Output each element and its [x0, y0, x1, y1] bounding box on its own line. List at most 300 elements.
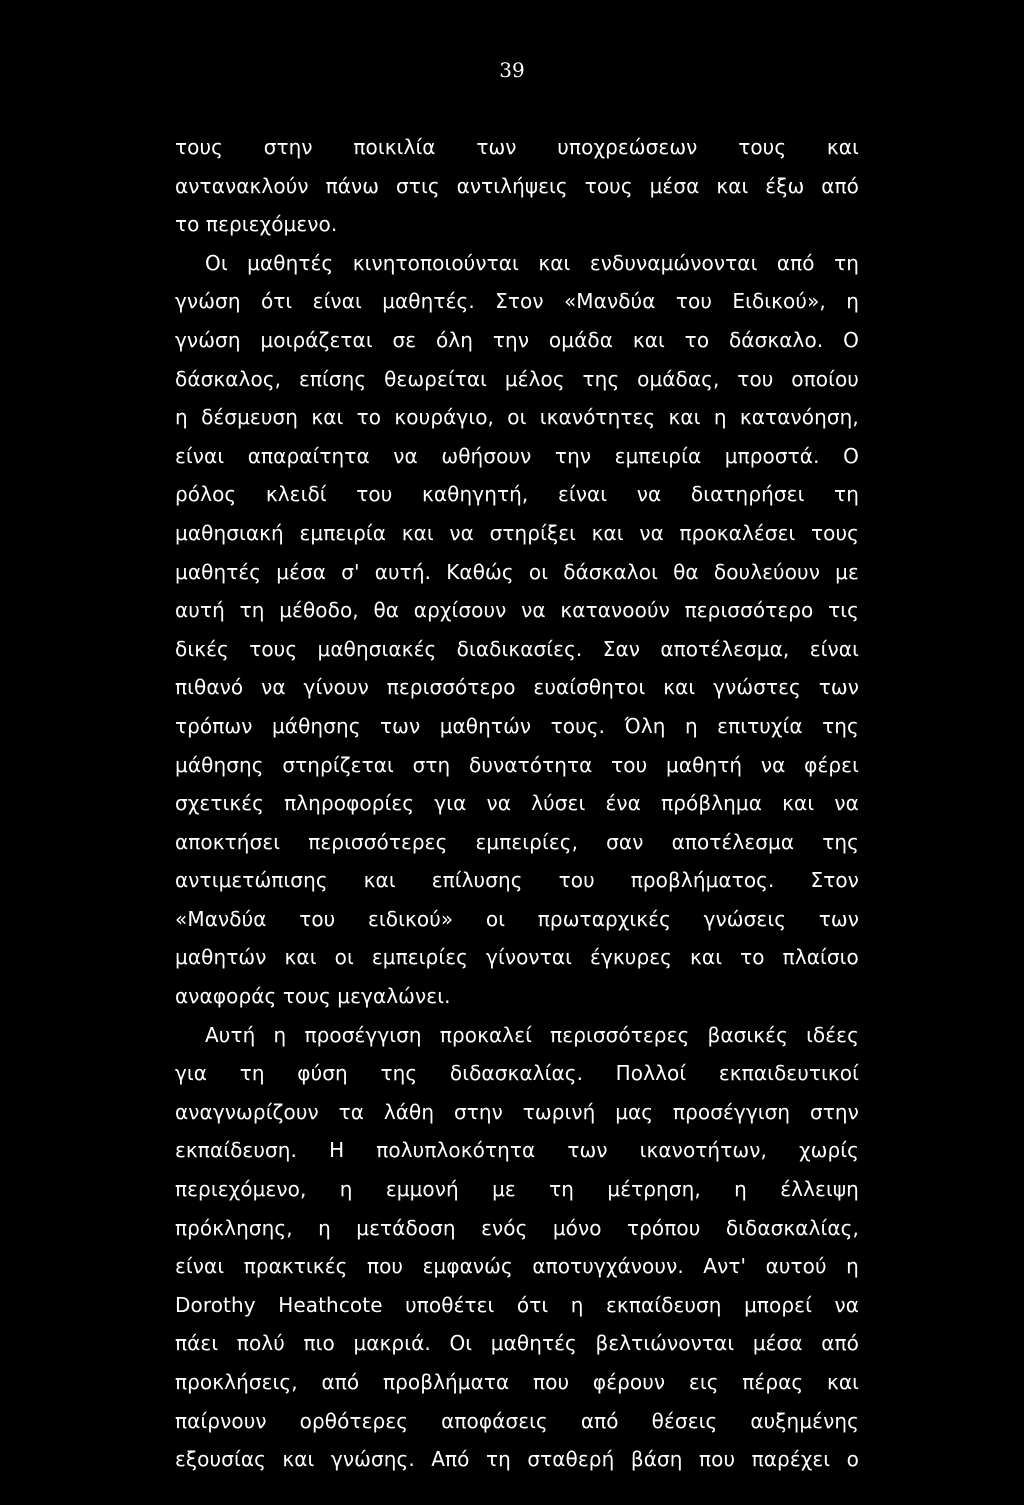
word: Από — [431, 1447, 470, 1472]
word: θέσεις — [651, 1408, 718, 1433]
word: οποίου — [791, 366, 859, 391]
word: και — [663, 675, 696, 700]
word: και — [716, 173, 749, 198]
word: η — [713, 405, 727, 430]
word: να — [449, 520, 474, 545]
word: λάθη — [383, 1099, 435, 1124]
text-line — [175, 861, 859, 900]
word: τους — [738, 135, 787, 159]
word: μέθοδο, — [279, 598, 359, 623]
word: στις — [396, 173, 440, 198]
word: γνώση — [175, 289, 241, 314]
word: Όλη — [624, 713, 666, 738]
word: εμπειρίες — [371, 945, 468, 970]
word: μόνο — [552, 1215, 602, 1240]
word: Ο — [843, 443, 859, 468]
word: πληροφορίες — [284, 791, 415, 816]
word: δάσκαλο. — [728, 327, 824, 352]
word: όλη — [436, 327, 474, 352]
word: εμπειρία — [299, 520, 387, 545]
word: εμπειρίες, — [475, 829, 579, 854]
word: να — [760, 752, 786, 777]
word: πρακτικές — [243, 1254, 348, 1279]
word: περισσότερες — [308, 829, 448, 854]
word: γνώσεις — [703, 906, 787, 931]
word: έλλειψη — [780, 1177, 859, 1202]
word: Πολλοί — [615, 1061, 687, 1086]
word: Οι — [205, 250, 228, 275]
word: κλειδί — [265, 482, 327, 507]
word: πρωταρχικές — [537, 906, 671, 931]
word: με — [835, 559, 859, 584]
text-line — [175, 1402, 859, 1441]
word: ρόλος — [175, 482, 237, 507]
word: τη — [239, 1061, 265, 1086]
word: «Μανδύα — [175, 906, 267, 931]
word: εμπειρία — [614, 443, 702, 468]
word: θεωρείται — [384, 366, 488, 391]
word: πάνω — [325, 173, 380, 198]
word: μέσα — [649, 173, 700, 198]
word: γίνουν — [303, 675, 369, 700]
word: στη — [412, 752, 451, 777]
word: είναι — [175, 443, 225, 468]
word: την — [492, 327, 530, 352]
word: από — [776, 250, 815, 275]
word: έξω — [765, 173, 805, 198]
word: θα — [673, 559, 699, 584]
word: γίνονται — [486, 945, 572, 970]
text-line — [175, 167, 859, 206]
word: μέσα — [276, 559, 327, 584]
text-line — [175, 1016, 859, 1055]
word: το — [684, 327, 710, 352]
word: περιεχόμενο, — [175, 1177, 307, 1202]
word: αυξημένης — [750, 1408, 859, 1433]
text-line — [175, 746, 859, 785]
word: οι — [334, 945, 354, 970]
word: είναι — [557, 482, 608, 507]
word: υποθέτει — [405, 1292, 495, 1317]
word: την — [554, 443, 592, 468]
word: που — [698, 1447, 736, 1472]
word: τη — [549, 1177, 575, 1202]
word: μαθητές. — [382, 289, 475, 314]
word: περισσότερες — [550, 1022, 690, 1047]
word: η — [846, 289, 859, 314]
word: ορθότερες — [299, 1408, 409, 1433]
word: και — [826, 135, 859, 159]
word: το — [356, 405, 382, 430]
word: μαθητές — [490, 1331, 577, 1356]
word: κατανόηση, — [739, 405, 859, 430]
word: αντανακλούν — [175, 173, 309, 198]
word: πλαίσιο — [782, 945, 859, 970]
word: τους. — [550, 713, 606, 738]
word: τη — [834, 250, 859, 275]
word: των — [567, 1138, 608, 1163]
word: απαραίτητα — [247, 443, 370, 468]
word: και — [668, 405, 701, 430]
word: των — [380, 713, 421, 738]
word: να — [521, 598, 546, 623]
word: επίλυσης — [431, 868, 523, 893]
text-line — [175, 900, 859, 939]
word: υποχρεώσεων — [557, 135, 698, 159]
word: ωθήσουν — [441, 443, 532, 468]
word: παίρνουν — [175, 1408, 267, 1433]
word: από — [321, 1370, 360, 1394]
word: διδασκαλίας. — [449, 1061, 584, 1086]
word: ότι — [260, 289, 293, 314]
word: στην — [263, 135, 313, 159]
word: στην — [453, 1099, 503, 1124]
text-line — [175, 398, 859, 437]
word: η — [734, 1177, 747, 1202]
word: τους — [811, 520, 859, 545]
word: για — [434, 791, 467, 816]
word: αντιλήψεις — [456, 173, 568, 198]
word: τα — [338, 1099, 365, 1124]
word: το — [740, 945, 765, 970]
word: τους — [584, 173, 633, 198]
word: να — [834, 1292, 859, 1317]
word: να — [261, 675, 286, 700]
word: δυνατότητα — [469, 752, 593, 777]
word: του — [299, 906, 336, 931]
text-line — [175, 1247, 859, 1286]
word: στηρίξει — [489, 520, 576, 545]
word: από — [580, 1408, 619, 1433]
text-line — [175, 553, 859, 592]
text-line — [175, 1131, 859, 1170]
word: μέλος — [504, 366, 565, 391]
word: τη — [239, 598, 265, 623]
text-line: το περιεχόμενο. — [175, 212, 338, 237]
text-line — [175, 1093, 859, 1132]
word: μαθητών — [439, 713, 532, 738]
word: πολυπλοκότητα — [376, 1138, 536, 1163]
word: διατηρήσει — [690, 482, 805, 507]
word: περισσότερο — [684, 598, 814, 623]
word: προσέγγιση — [672, 1099, 791, 1124]
word: μέτρηση, — [607, 1177, 701, 1202]
word: ικανοτήτων, — [639, 1138, 767, 1163]
word: έγκυρες — [590, 945, 672, 970]
word: πάει — [175, 1331, 219, 1356]
word: Καθώς — [446, 559, 514, 584]
word: ότι — [516, 1292, 549, 1317]
word: του — [611, 752, 648, 777]
word: φέρουν — [592, 1370, 666, 1394]
word: εκπαίδευση. — [175, 1138, 298, 1163]
word: με — [492, 1177, 516, 1202]
word: μέσα — [752, 1331, 803, 1356]
word: του — [737, 366, 774, 391]
word: προκλήσεις, — [175, 1370, 298, 1394]
word: μετάδοση — [356, 1215, 456, 1240]
text-line — [175, 514, 859, 553]
word: βασικές — [707, 1022, 788, 1047]
word: να — [834, 791, 859, 816]
word: ειδικού» — [368, 906, 454, 931]
word: εις — [688, 1370, 719, 1394]
word: καθηγητή, — [422, 482, 529, 507]
word: η — [273, 1022, 287, 1047]
word: της — [582, 366, 620, 391]
word: προσέγγιση — [304, 1022, 422, 1047]
word: αποκτήσει — [175, 829, 281, 854]
word: στην — [809, 1099, 859, 1124]
word: και — [826, 1370, 859, 1394]
text-line — [175, 630, 859, 669]
word: και — [282, 1447, 315, 1472]
word: ένα — [605, 791, 641, 816]
word: Ειδικού», — [732, 289, 826, 314]
word: προκαλεί — [439, 1022, 532, 1047]
word: δάσκαλοι — [563, 559, 658, 584]
word: σταθερή — [527, 1447, 615, 1472]
text-line — [175, 475, 859, 514]
word: τωρινή — [522, 1099, 596, 1124]
word: εξουσίας — [175, 1447, 266, 1472]
text-line — [175, 437, 859, 476]
word: αυτού — [765, 1254, 827, 1279]
word: πιθανό — [175, 675, 244, 700]
word: τη — [834, 482, 859, 507]
text-line — [175, 784, 859, 823]
word: περισσότερο — [386, 675, 516, 700]
text-line — [175, 128, 859, 167]
word: του — [356, 482, 393, 507]
word: τρόπων — [175, 713, 253, 738]
word: ικανότητες — [539, 405, 656, 430]
text-line — [175, 823, 859, 862]
word: λύσει — [531, 791, 586, 816]
word: της — [822, 713, 859, 738]
word: «Μανδύα — [563, 289, 656, 314]
word: μας — [615, 1099, 654, 1124]
word: προκαλέσει — [679, 520, 796, 545]
word: η — [846, 1254, 859, 1279]
word: και — [363, 868, 396, 893]
word: μαθητές — [247, 250, 334, 275]
word: βάση — [630, 1447, 683, 1472]
text-line — [175, 1170, 859, 1209]
word: προβλήματα — [382, 1370, 510, 1394]
word: αρχίσουν — [413, 598, 507, 623]
word: Αυτή — [205, 1022, 256, 1047]
word: αποτυγχάνουν. — [532, 1254, 684, 1279]
word: ο — [846, 1447, 859, 1472]
word: η — [318, 1215, 331, 1240]
word: των — [476, 135, 517, 159]
word: σε — [392, 327, 417, 352]
word: τρόπου — [626, 1215, 701, 1240]
word: που — [533, 1370, 570, 1394]
word: Ο — [843, 327, 859, 352]
word: δέσμευση — [201, 405, 299, 430]
word: αποτέλεσμα — [671, 829, 795, 854]
word: να — [393, 443, 418, 468]
word: φύση — [297, 1061, 348, 1086]
word: μπροστά. — [724, 443, 820, 468]
word: της — [380, 1061, 418, 1086]
word: πρόκλησης, — [175, 1215, 293, 1240]
text-line — [175, 321, 859, 360]
text-line — [175, 244, 859, 283]
word: τις — [828, 598, 859, 623]
word: επιτυχία — [717, 713, 803, 738]
word: εκπαίδευση — [606, 1292, 722, 1317]
word: εμμονή — [385, 1177, 459, 1202]
word: τη — [485, 1447, 511, 1472]
body-text — [175, 128, 859, 1479]
word: Η — [329, 1138, 345, 1163]
word: ενός — [481, 1215, 528, 1240]
word: μπορεί — [744, 1292, 812, 1317]
word: χωρίς — [798, 1138, 859, 1163]
word: να — [639, 520, 664, 545]
word: να — [636, 482, 662, 507]
word: πέρας — [742, 1370, 804, 1394]
word: είναι — [312, 289, 362, 314]
word: διδασκαλίας, — [725, 1215, 859, 1240]
word: τους — [249, 636, 298, 661]
word: μαθητών — [175, 945, 267, 970]
word: από — [821, 1331, 859, 1356]
text-line — [175, 591, 859, 630]
word: γνώστες — [713, 675, 801, 700]
word: κινητοποιούνται — [352, 250, 519, 275]
word: Στον — [495, 289, 544, 314]
word: αναγνωρίζουν — [175, 1099, 319, 1124]
word: είναι — [809, 636, 859, 661]
word: μάθησης — [271, 713, 361, 738]
text-line — [175, 938, 859, 977]
word: η — [175, 405, 188, 430]
text-line — [175, 668, 859, 707]
word: πρόβλημα — [661, 791, 763, 816]
word: εμφανώς — [422, 1254, 513, 1279]
text-line — [175, 707, 859, 746]
word: και — [538, 250, 571, 275]
text-line: αναφοράς τους μεγαλώνει. — [175, 984, 451, 1009]
word: από — [821, 173, 859, 198]
word: και — [311, 405, 344, 430]
word: και — [632, 327, 665, 352]
word: κουράγιο, — [394, 405, 494, 430]
word: ιδέες — [806, 1022, 859, 1047]
word: η — [570, 1292, 584, 1317]
word: και — [591, 520, 624, 545]
word: δικές — [175, 636, 229, 661]
word: οι — [528, 559, 549, 584]
word: και — [401, 520, 434, 545]
word: στηρίζεται — [282, 752, 394, 777]
word: δάσκαλος, — [175, 366, 282, 391]
word: παρέχει — [751, 1447, 831, 1472]
word: πιο — [303, 1331, 335, 1356]
word: εκπαιδευτικοί — [718, 1061, 859, 1086]
word: και — [284, 945, 317, 970]
text-line — [175, 1440, 859, 1479]
word: μαθησιακές — [317, 636, 437, 661]
word: ενδυναμώνονται — [589, 250, 758, 275]
word: αποτέλεσμα, — [660, 636, 790, 661]
word: μοιράζεται — [260, 327, 373, 352]
word: γνώση — [175, 327, 241, 352]
word: μακριά. — [353, 1331, 431, 1356]
word: ομάδας, — [637, 366, 720, 391]
word: να — [486, 791, 512, 816]
word: ποικιλία — [353, 135, 436, 159]
word: μάθησης — [175, 752, 264, 777]
word: κατανοούν — [560, 598, 670, 623]
word: Σαν — [602, 636, 641, 661]
word: αυτή. — [374, 559, 432, 584]
word: δουλεύουν — [713, 559, 821, 584]
word: αποφάσεις — [441, 1408, 548, 1433]
word: οι — [507, 405, 527, 430]
word: μαθητές — [175, 559, 262, 584]
word: η — [339, 1177, 353, 1202]
word: μαθητή — [666, 752, 743, 777]
word: διαδικασίες. — [456, 636, 583, 661]
word: Dorothy — [175, 1292, 256, 1317]
word: Heathcote — [278, 1292, 383, 1317]
word: προβλήματος. — [630, 868, 775, 893]
word: σ' — [341, 559, 360, 584]
word: ομάδα — [548, 327, 613, 352]
text-line — [175, 1054, 859, 1093]
word: ευαίσθητοι — [533, 675, 646, 700]
page-number: 39 — [499, 58, 525, 82]
word: πολύ — [236, 1331, 285, 1356]
word: βελτιώνονται — [595, 1331, 735, 1356]
word: επίσης — [298, 366, 367, 391]
word: Στον — [810, 868, 859, 893]
word: Οι — [449, 1331, 473, 1356]
text-line — [175, 1324, 859, 1363]
word: είναι — [175, 1254, 225, 1279]
word: της — [822, 829, 859, 854]
word: και — [690, 945, 723, 970]
word: του — [675, 289, 713, 314]
word: σχετικές — [175, 791, 264, 816]
text-line — [175, 1286, 859, 1325]
word: σαν — [606, 829, 644, 854]
text-line — [175, 282, 859, 321]
word: που — [366, 1254, 404, 1279]
word: η — [684, 713, 698, 738]
text-line — [175, 1363, 859, 1402]
word: αυτή — [175, 598, 225, 623]
word: μαθησιακή — [175, 520, 284, 545]
text-line — [175, 1209, 859, 1248]
word: γνώσης. — [330, 1447, 415, 1472]
word: Αντ' — [703, 1254, 747, 1279]
word: οι — [485, 906, 506, 931]
text-line — [175, 360, 859, 399]
word: για — [175, 1061, 208, 1086]
word: και — [782, 791, 815, 816]
word: των — [818, 906, 859, 931]
word: τους — [175, 135, 223, 159]
word: αντιμετώπισης — [175, 868, 328, 893]
word: φέρει — [804, 752, 859, 777]
word: των — [818, 675, 859, 700]
